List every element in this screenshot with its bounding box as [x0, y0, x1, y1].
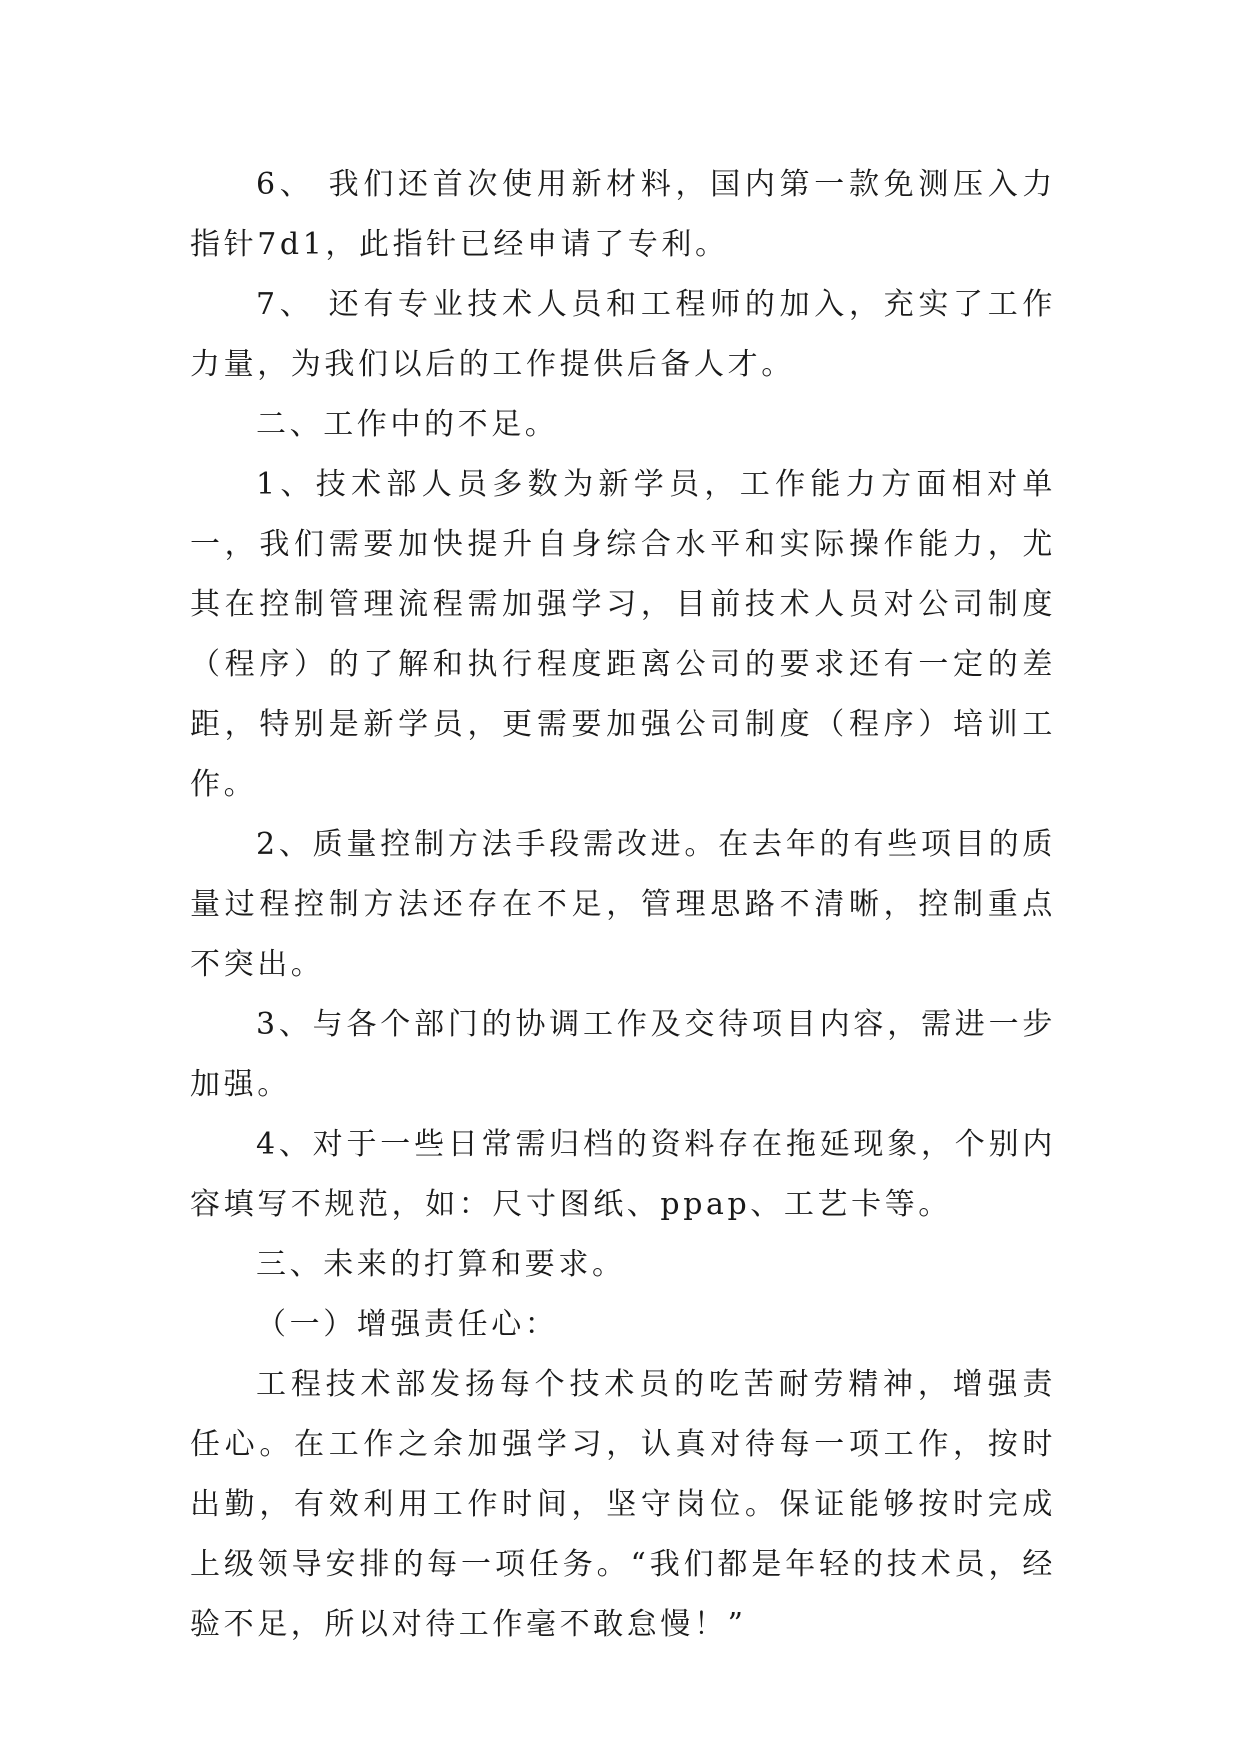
section-heading-shortcomings: 二、工作中的不足。: [256, 407, 559, 442]
paragraph-shortcoming-2: 2、质量控制方法手段需改进。在去年的有些项目的质量过程控制方法还存在不足，管理思路不清晰，控制重点不突出。: [190, 827, 1056, 982]
paragraph-item-6: 6、 我们还首次使用新材料，国内第一款免测压入力指针7d1，此指针已经申请了专利。: [190, 167, 1056, 262]
subsection-heading-responsibility: （一）增强责任心：: [256, 1307, 559, 1342]
paragraph-shortcoming-4: 4、对于一些日常需归档的资料存在拖延现象，个别内容填写不规范，如：尺寸图纸、ppap、工艺卡等。: [190, 1127, 1056, 1222]
paragraph-shortcoming-1: 1、技术部人员多数为新学员，工作能力方面相对单一，我们需要加快提升自身综合水平和实际操作能力，尤其在控制管理流程需加强学习，目前技术人员对公司制度（程序）的了解和执行程度距离公司的要求还有一定的差距，特别是新学员，更需要加强公司制度（程序）培训工作。: [190, 467, 1056, 802]
paragraph-responsibility: 工程技术部发扬每个技术员的吃苦耐劳精神，增强责任心。在工作之余加强学习，认真对待每一项工作，按时出勤，有效利用工作时间，坚守岗位。保证能够按时完成上级领导安排的每一项任务。“我们都是年轻的技术员，经验不足，所以对待工作毫不敢怠慢！”: [190, 1367, 1056, 1642]
section-heading-future-plans: 三、未来的打算和要求。: [256, 1247, 626, 1282]
paragraph-item-7: 7、 还有专业技术人员和工程师的加入，充实了工作力量，为我们以后的工作提供后备人才。: [190, 287, 1056, 382]
paragraph-shortcoming-3: 3、与各个部门的协调工作及交待项目内容，需进一步加强。: [190, 1007, 1056, 1102]
document-body: [190, 155, 1056, 1655]
